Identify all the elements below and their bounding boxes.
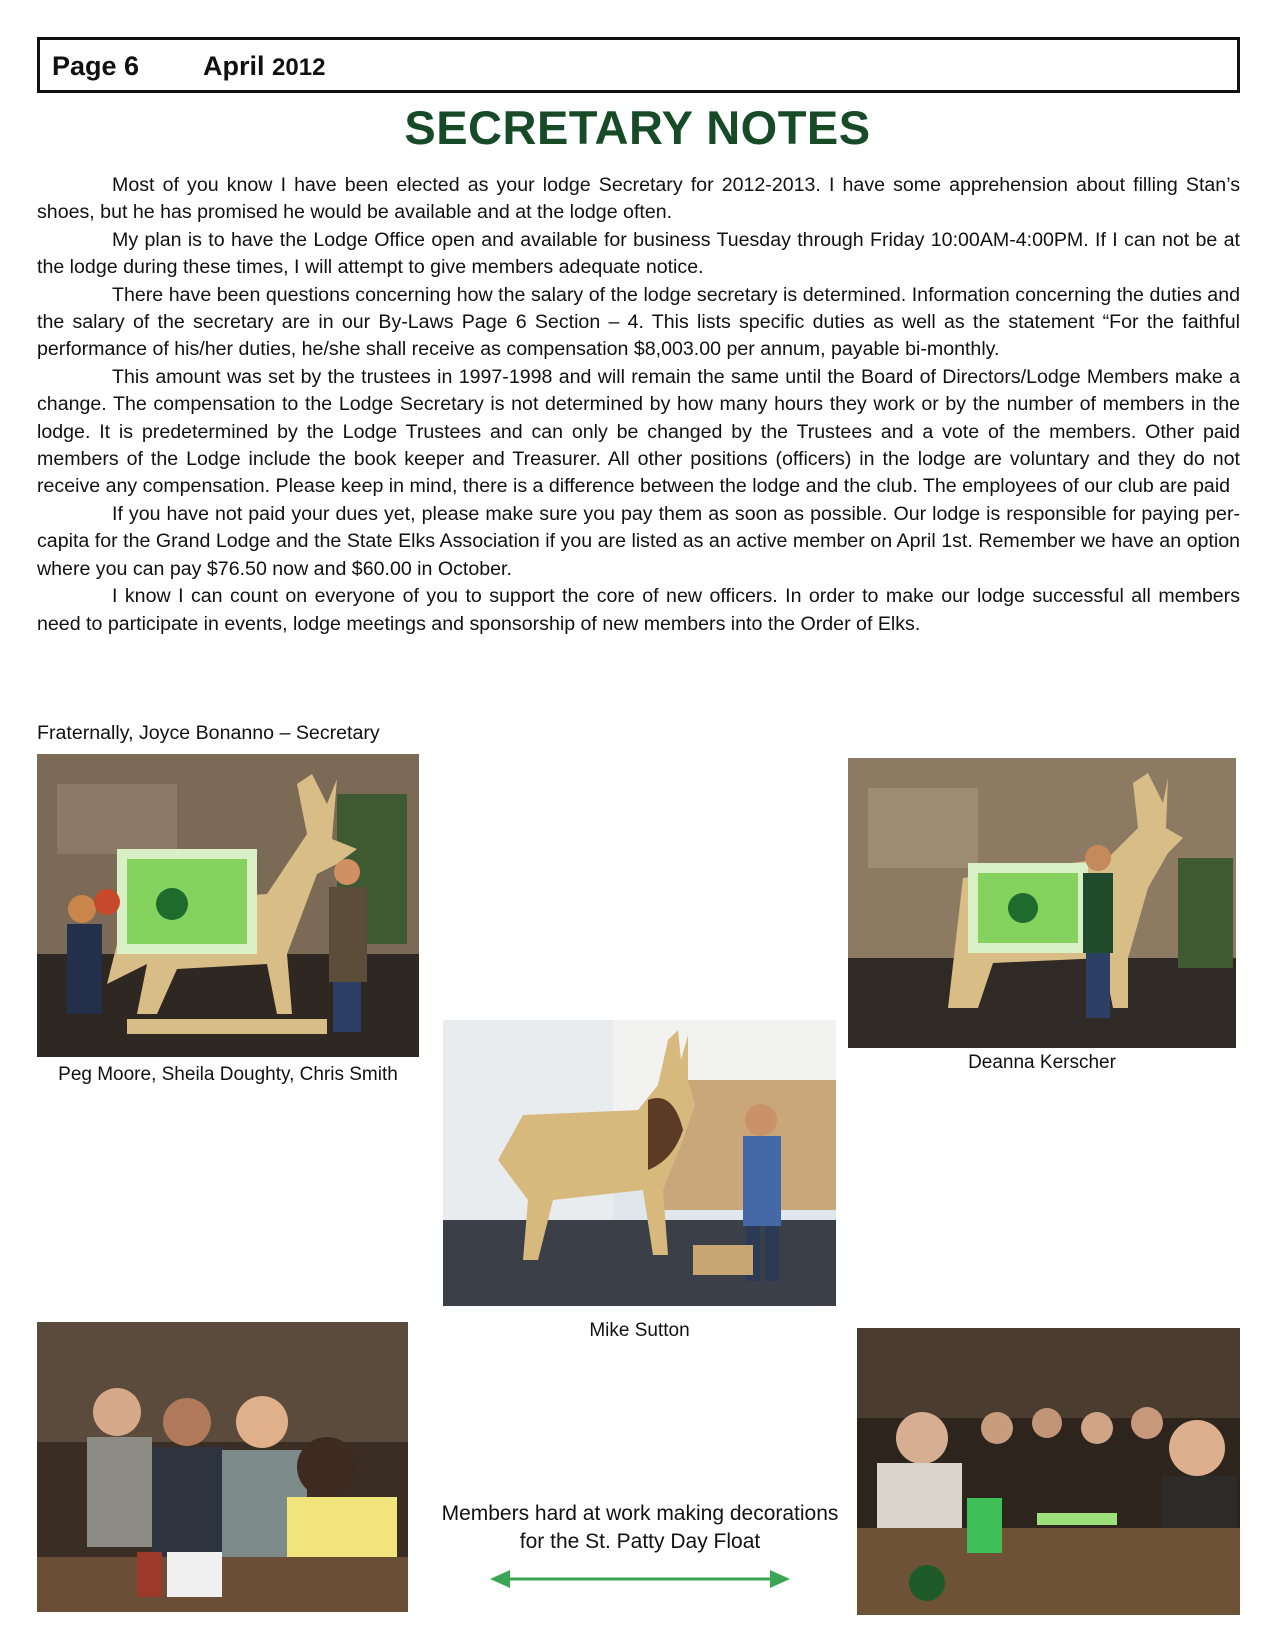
article-body [37, 172, 1240, 638]
bottom-caption: Members hard at work making decorations for the St. Patty Day Float [441, 1502, 839, 1553]
paragraph: My plan is to have the Lodge Office open and available for business Tuesday through Friday 10:00AM-4:00PM. If I can not be at the lodge during these times, I will attempt to give members adequate notice. [37, 228, 1240, 279]
photo-painting-elk [443, 1020, 836, 1306]
photo2-caption: Deanna Kerscher [968, 1052, 1116, 1073]
signoff: Fraternally, Joyce Bonanno – Secretary [37, 722, 380, 744]
photo1-caption: Peg Moore, Sheila Doughty, Chris Smith [58, 1064, 398, 1085]
photo-elk-cutout-deanna [848, 758, 1236, 1048]
photo-members-working-right-image [857, 1328, 1240, 1615]
photo3-caption: Mike Sutton [589, 1320, 690, 1341]
photo-members-working-right [857, 1328, 1240, 1615]
paragraph: This amount was set by the trustees in 1997-1998 and will remain the same until the Board of Directors/Lodge Members make a change. The compensation to the Lodge Secretary is not determined by how many hours they work or by the number of members in the lodge. It is predetermined by the Lodge Trustees and can only be changed by the Trustees and a vote of the members. Other paid members of the Lodge include the book keeper and Treasurer. All other positions (officers) in the lodge are voluntary and they do not receive any compensation. Please keep in mind, there is a difference between the lodge and the club. The employees of our club are paid [37, 365, 1240, 498]
photo-elk-cutout-group [37, 754, 419, 1057]
paragraph: There have been questions concerning how the salary of the lodge secretary is determined. Information concerning the duties and the salary of the secretary are in our By-Laws Page 6 Section – 4. This lists specific duties as well as the statement “For the faithful performance of his/her duties, he/she shall receive as compensation $8,003.00 per annum, payable bi-monthly. [37, 283, 1240, 361]
photo-elk-cutout-deanna-image [848, 758, 1236, 1048]
paragraph: Most of you know I have been elected as your lodge Secretary for 2012-2013. I have some apprehension about filling Stan’s shoes, but he has promised he would be available and at the lodge often. [37, 174, 1240, 224]
issue-date [203, 51, 325, 82]
page-number: Page 6 [52, 51, 140, 81]
photo-elk-cutout-group-image [37, 754, 419, 1057]
issue-month: April [203, 51, 265, 81]
issue-year: 2012 [272, 54, 326, 81]
photo-members-working-left-image [37, 1322, 408, 1612]
paragraph: If you have not paid your dues yet, please make sure you pay them as soon as possible. Our lodge is responsible for paying per-capita for the Grand Lodge and the State Elks Association if you are listed as an active member on April 1st. Remember we have an option where you can pay $76.50 now and $60.00 in October. [37, 502, 1240, 580]
double-arrow-icon [490, 1566, 790, 1592]
article-title: SECRETARY NOTES [404, 101, 871, 154]
page-header [37, 37, 1240, 93]
paragraph: I know I can count on everyone of you to support the core of new officers. In order to make our lodge successful all members need to participate in events, lodge meetings and sponsorship of new members into the Order of Elks. [37, 585, 1240, 635]
photo-painting-elk-image [443, 1020, 836, 1306]
photo-members-working-left [37, 1322, 408, 1612]
